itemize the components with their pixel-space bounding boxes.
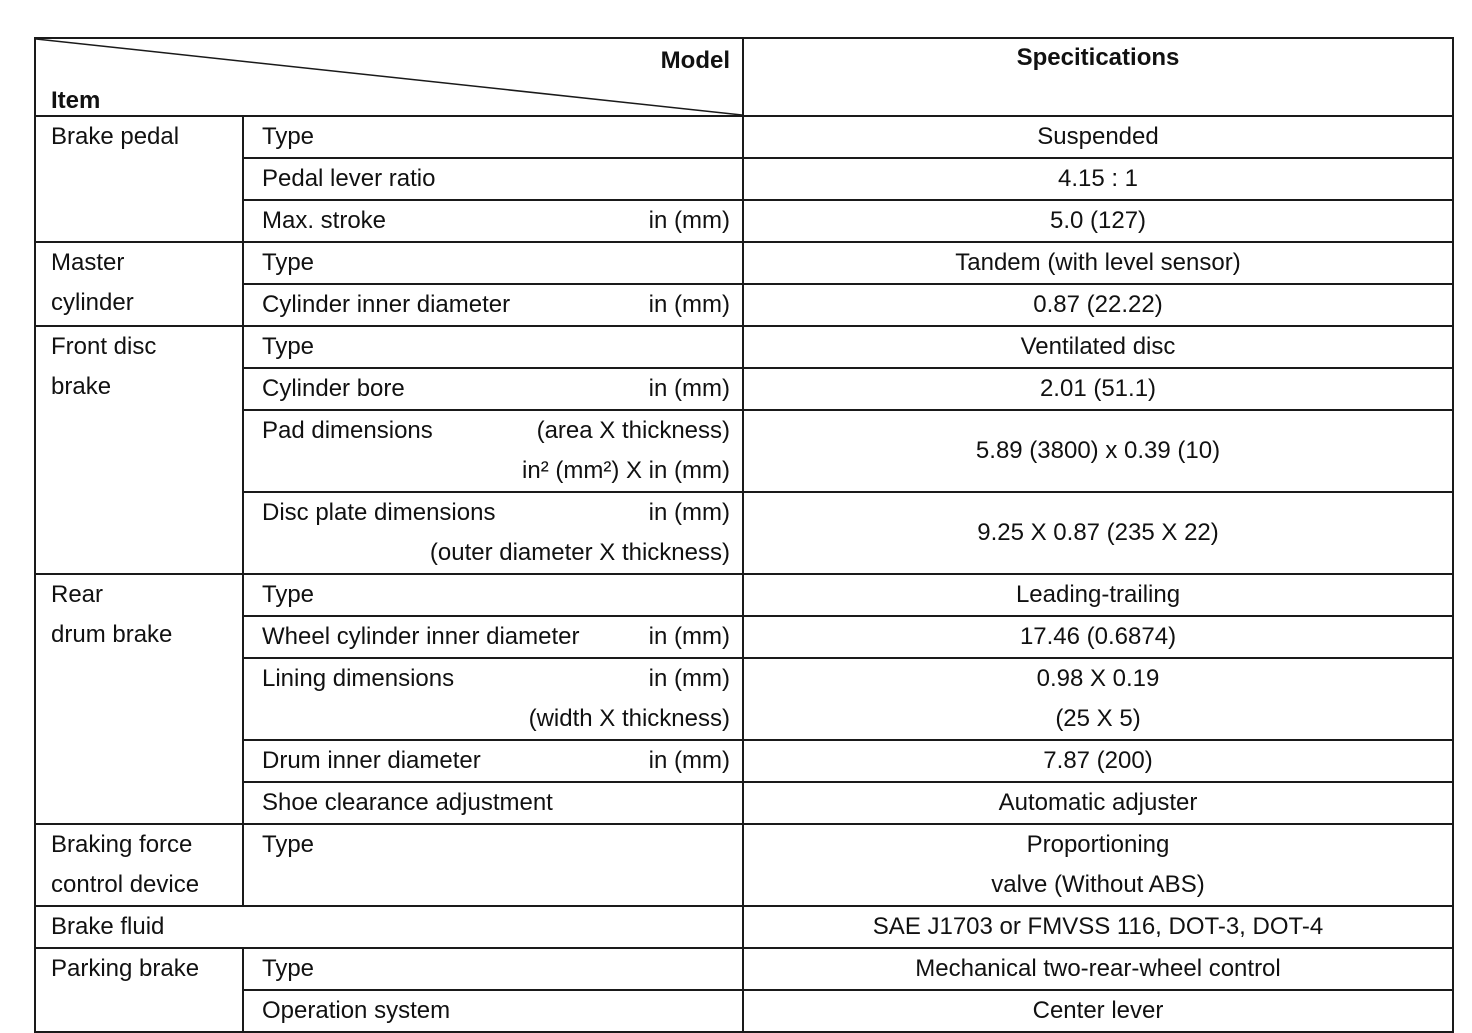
master-cylinder-diameter: Cylinder inner diameter xyxy=(262,291,511,318)
braking-force-label-1: Braking force xyxy=(51,831,193,858)
table-row xyxy=(35,410,1453,492)
master-cylinder-type: Type xyxy=(243,242,743,284)
table-row xyxy=(35,948,1453,990)
braking-force-label xyxy=(35,824,243,906)
braking-force-value xyxy=(743,824,1453,906)
header-item: Item xyxy=(51,87,101,114)
header-model: Model xyxy=(660,47,730,74)
rear-drum-shoe-value: Automatic adjuster xyxy=(743,782,1453,824)
front-disc-pad-unit-2: in² (mm²) X in (mm) xyxy=(522,457,730,484)
table-row xyxy=(35,158,1453,200)
brake-pedal-ratio-value: 4.15 : 1 xyxy=(743,158,1453,200)
front-disc-pad: Pad dimensions xyxy=(262,417,433,444)
table-row xyxy=(35,574,1453,616)
master-cylinder-label-2: cylinder xyxy=(51,289,134,316)
rear-drum-lining-cell xyxy=(243,658,743,740)
front-disc-label-1: Front disc xyxy=(51,333,157,360)
rear-drum-lining: Lining dimensions xyxy=(262,665,455,692)
brake-pedal-ratio: Pedal lever ratio xyxy=(243,158,743,200)
front-disc-plate: Disc plate dimensions xyxy=(262,499,496,526)
front-disc-plate-cell xyxy=(243,492,743,574)
header-row xyxy=(35,38,1453,116)
front-disc-plate-value: 9.25 X 0.87 (235 X 22) xyxy=(743,492,1453,574)
table-row xyxy=(35,616,1453,658)
table-row xyxy=(35,368,1453,410)
table-row xyxy=(35,782,1453,824)
rear-drum-label xyxy=(35,574,243,824)
brake-fluid-label: Brake fluid xyxy=(35,906,743,948)
table-row xyxy=(35,824,1453,906)
parking-brake-operation: Operation system xyxy=(243,990,743,1032)
brake-pedal-stroke-value: 5.0 (127) xyxy=(743,200,1453,242)
table-row xyxy=(35,990,1453,1032)
header-diagonal-line xyxy=(36,39,742,115)
front-disc-plate-unit-2: (outer diameter X thickness) xyxy=(429,539,730,566)
master-cylinder-diameter-value: 0.87 (22.22) xyxy=(743,284,1453,326)
table-row xyxy=(35,740,1453,782)
rear-drum-diameter-unit: in (mm) xyxy=(648,747,730,774)
table-row xyxy=(35,906,1453,948)
rear-drum-lining-unit-1: in (mm) xyxy=(648,665,730,692)
master-cylinder-type-value: Tandem (with level sensor) xyxy=(743,242,1453,284)
braking-force-type: Type xyxy=(243,824,743,906)
rear-drum-lining-value xyxy=(743,658,1453,740)
brake-pedal-stroke: Max. stroke xyxy=(262,207,387,234)
rear-drum-label-2: drum brake xyxy=(51,621,173,648)
table-row xyxy=(35,658,1453,740)
front-disc-bore-value: 2.01 (51.1) xyxy=(743,368,1453,410)
brake-pedal-stroke-cell xyxy=(243,200,743,242)
table-row xyxy=(35,200,1453,242)
front-disc-label-2: brake xyxy=(51,373,112,400)
front-disc-bore-unit: in (mm) xyxy=(648,375,730,402)
parking-brake-type-value: Mechanical two-rear-wheel control xyxy=(743,948,1453,990)
master-cylinder-diameter-cell xyxy=(243,284,743,326)
front-disc-pad-value: 5.89 (3800) x 0.39 (10) xyxy=(743,410,1453,492)
header-diagonal-cell xyxy=(35,38,743,116)
parking-brake-type: Type xyxy=(243,948,743,990)
braking-force-label-2: control device xyxy=(51,871,200,898)
braking-force-value-1: Proportioning xyxy=(1026,831,1170,858)
brake-pedal-type-value: Suspended xyxy=(743,116,1453,158)
master-cylinder-label xyxy=(35,242,243,326)
brake-pedal-stroke-unit: in (mm) xyxy=(648,207,730,234)
rear-drum-diameter-cell xyxy=(243,740,743,782)
parking-brake-label: Parking brake xyxy=(35,948,243,1032)
front-disc-type: Type xyxy=(243,326,743,368)
table-row xyxy=(35,326,1453,368)
master-cylinder-label-1: Master xyxy=(51,249,125,276)
front-disc-label xyxy=(35,326,243,574)
braking-force-value-2: valve (Without ABS) xyxy=(991,871,1205,898)
rear-drum-lining-value-2: (25 X 5) xyxy=(1055,705,1141,732)
brake-pedal-type: Type xyxy=(243,116,743,158)
header-specifications: Specitications xyxy=(743,38,1453,116)
rear-drum-lining-unit-2: (width X thickness) xyxy=(528,705,730,732)
table-row xyxy=(35,492,1453,574)
rear-drum-wheel-value: 17.46 (0.6874) xyxy=(743,616,1453,658)
table-row xyxy=(35,116,1453,158)
rear-drum-diameter: Drum inner diameter xyxy=(262,747,481,774)
front-disc-bore: Cylinder bore xyxy=(262,375,405,402)
master-cylinder-diameter-unit: in (mm) xyxy=(648,291,730,318)
rear-drum-diameter-value: 7.87 (200) xyxy=(743,740,1453,782)
table-row xyxy=(35,284,1453,326)
front-disc-type-value: Ventilated disc xyxy=(743,326,1453,368)
rear-drum-wheel-cell xyxy=(243,616,743,658)
table-row xyxy=(35,242,1453,284)
rear-drum-lining-value-1: 0.98 X 0.19 xyxy=(1036,665,1160,692)
brake-fluid-value: SAE J1703 or FMVSS 116, DOT-3, DOT-4 xyxy=(743,906,1453,948)
brake-pedal-label: Brake pedal xyxy=(35,116,243,242)
rear-drum-type: Type xyxy=(243,574,743,616)
parking-brake-operation-value: Center lever xyxy=(743,990,1453,1032)
rear-drum-wheel-unit: in (mm) xyxy=(648,623,730,650)
front-disc-bore-cell xyxy=(243,368,743,410)
front-disc-plate-unit-1: in (mm) xyxy=(648,499,730,526)
front-disc-pad-unit-1: (area X thickness) xyxy=(536,417,730,444)
rear-drum-type-value: Leading-trailing xyxy=(743,574,1453,616)
rear-drum-wheel: Wheel cylinder inner diameter xyxy=(262,623,580,650)
rear-drum-label-1: Rear xyxy=(51,581,104,608)
brake-specifications-table xyxy=(34,37,1454,1033)
front-disc-pad-cell xyxy=(243,410,743,492)
rear-drum-shoe: Shoe clearance adjustment xyxy=(243,782,743,824)
